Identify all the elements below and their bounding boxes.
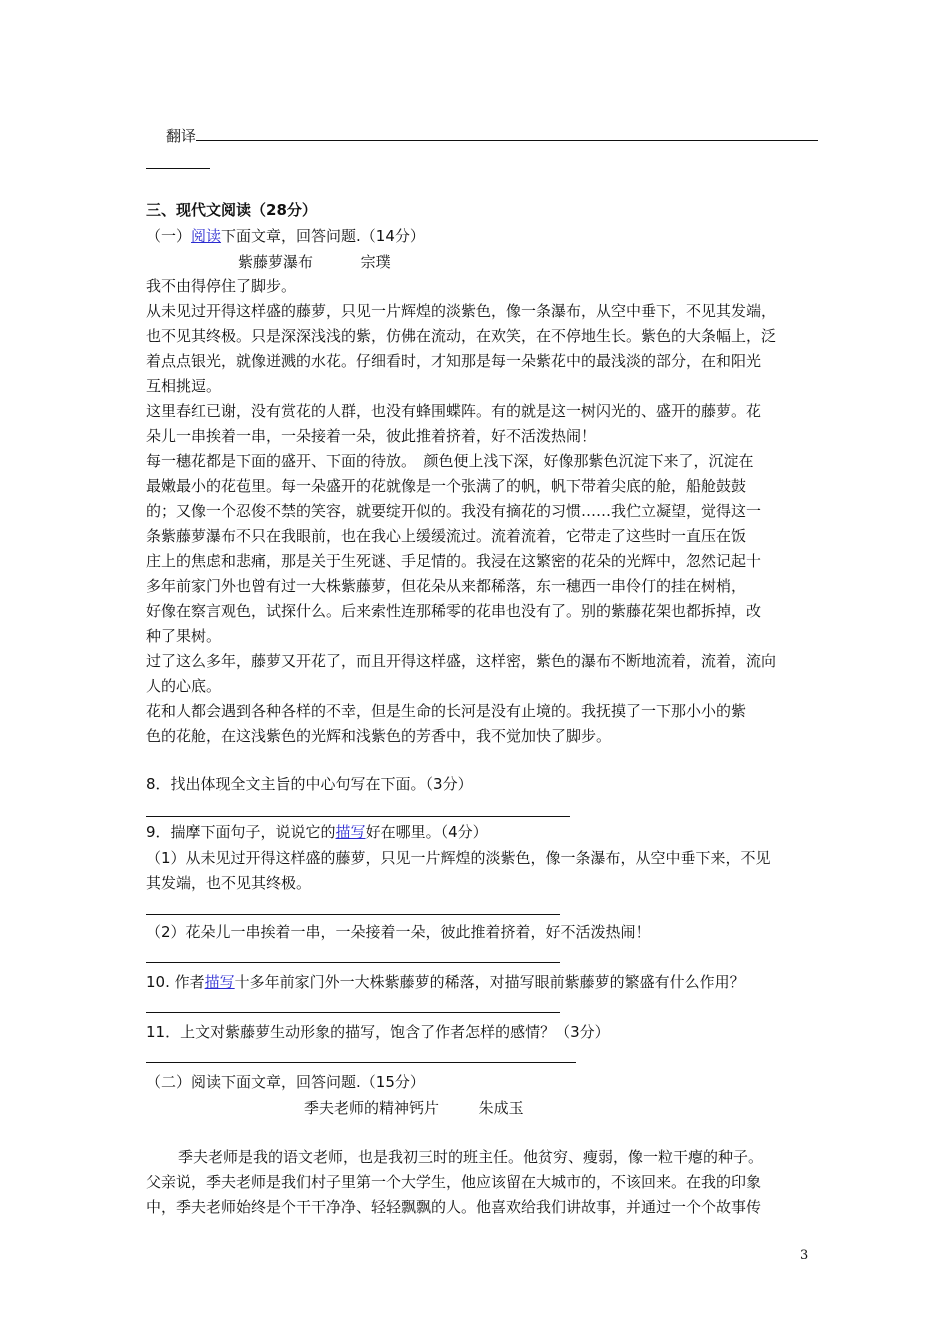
text-line: 父亲说，季夫老师是我们村子里第一个大学生，他应该留在大城市的，不该回来。在我的印象 (146, 1173, 762, 1191)
question-11: 11．上文对紫藤萝生动形象的描写，饱含了作者怎样的感情？（3分） (146, 1023, 610, 1041)
text-line: 每一穗花都是下面的盛开、下面的待放。 颜色便上浅下深，好像那紫色沉淀下来了，沉淀在 (146, 452, 754, 470)
text-line: 好像在察言观色，试探什么。后来索性连那稀零的花串也没有了。别的紫藤花架也都拆掉，改 (146, 602, 762, 620)
text-line: 中，季夫老师始终是个干干净净、轻轻飘飘的人。他喜欢给我们讲故事，并通过一个个故事传 (146, 1198, 762, 1216)
article2-heading (304, 1096, 524, 1121)
answer-blank[interactable] (146, 1048, 576, 1063)
text-line: 人的心底。 (146, 677, 222, 695)
q10-suffix: 十多年前家门外一大株紫藤萝的稀落，对描写眼前紫藤萝的繁盛有什么作用？ (234, 973, 745, 991)
answer-blank[interactable] (146, 802, 570, 817)
answer-blank[interactable] (146, 998, 560, 1013)
page-number: 3 (800, 1248, 809, 1263)
text-line: 庄上的焦虑和悲痛，那是关于生死谜、手足情的。我浸在这繁密的花朵的光辉中，忽然记起十 (146, 552, 762, 570)
q9-sentence-1b: 其发端，也不见其终极。 (146, 874, 312, 892)
text-line: 朵儿一串挨着一串，一朵接着一朵，彼此推着挤着，好不活泼热闹！ (146, 427, 597, 445)
text-line: 多年前家门外也曾有过一大株紫藤萝，但花朵从来都稀落，东一穗西一串伶仃的挂在树梢， (146, 577, 747, 595)
reading-link[interactable]: 阅读 (191, 227, 222, 245)
translate-line-cont (146, 152, 210, 177)
translate-prompt: 翻译 (166, 127, 197, 145)
description-link[interactable]: 描写 (335, 823, 366, 841)
question-10 (146, 970, 745, 995)
q9-prefix: 9．揣摩下面句子，说说它的 (146, 823, 336, 841)
section-title: 三、现代文阅读（28分） (146, 201, 317, 219)
part1-intro (146, 224, 425, 249)
q10-prefix: 10. 作者 (146, 973, 205, 991)
text-line: 花和人都会遇到各种各样的不幸，但是生命的长河是没有止境的。我抚摸了一下那小小的紫 (146, 702, 747, 720)
text-line: 过了这么多年，藤萝又开花了，而且开得这样盛，这样密，紫色的瀑布不断地流着，流着，流向 (146, 652, 777, 670)
answer-blank[interactable] (146, 900, 560, 915)
q9-answer-line-2 (146, 946, 560, 971)
article-author: 宗璞 (360, 253, 391, 271)
answer-blank[interactable] (146, 948, 560, 963)
text-line: 我不由得停住了脚步。 (146, 277, 297, 295)
text-line: 也不见其终极。只是深深浅浅的紫，仿佛在流动，在欢笑，在不停地生长。紫色的大条幅上，泛 (146, 327, 777, 345)
text-line: 季夫老师是我的语文老师，也是我初三时的班主任。他贫穷、瘦弱，像一粒干瘪的种子。 (178, 1148, 764, 1166)
text-line: 种了果树。 (146, 627, 222, 645)
q9-sentence-2: （2）花朵儿一串挨着一串，一朵接着一朵，彼此推着挤着，好不活泼热闹！ (146, 923, 651, 941)
text-line: 最嫩最小的花苞里。每一朵盛开的花就像是一个张满了的帆，帆下带着尖底的舱，船舱鼓鼓 (146, 477, 747, 495)
text-line: 从未见过开得这样盛的藤萝，只见一片辉煌的淡紫色，像一条瀑布，从空中垂下，不见其发端， (146, 302, 777, 320)
text-line: 的；又像一个忍俊不禁的笑容，就要绽开似的。我没有摘花的习惯……我伫立凝望，觉得这一 (146, 502, 762, 520)
q10-answer-line (146, 996, 560, 1021)
article2-title: 季夫老师的精神钙片 (304, 1099, 440, 1117)
description-link[interactable]: 描写 (204, 973, 235, 991)
part1-intro-suffix: 下面文章，回答问题.（14分） (221, 227, 425, 245)
text-line: 色的花舱，在这浅紫色的光辉和浅紫色的芳香中，我不觉加快了脚步。 (146, 727, 612, 745)
q11-answer-line (146, 1046, 576, 1071)
part1-intro-prefix: （一） (146, 227, 192, 245)
article2-author: 朱成玉 (478, 1099, 524, 1117)
translate-line (166, 124, 818, 149)
text-line: 互相挑逗。 (146, 377, 222, 395)
q9-suffix: 好在哪里。（4分） (365, 823, 488, 841)
answer-blank[interactable] (146, 154, 210, 169)
part2-intro: （二）阅读下面文章，回答问题.（15分） (146, 1073, 425, 1091)
question-9 (146, 820, 488, 845)
q9-sentence-1a: （1）从未见过开得这样盛的藤萝，只见一片辉煌的淡紫色，像一条瀑布，从空中垂下来，不见 (146, 849, 771, 867)
article-title: 紫藤萝瀑布 (238, 253, 314, 271)
answer-blank[interactable] (196, 126, 818, 141)
article-heading (238, 250, 391, 275)
text-line: 这里春红已谢，没有赏花的人群，也没有蜂围蝶阵。有的就是这一树闪光的、盛开的藤萝。花 (146, 402, 762, 420)
question-8: 8．找出体现全文主旨的中心句写在下面。（3分） (146, 775, 473, 793)
text-line: 着点点银光，就像迸溅的水花。仔细看时，才知那是每一朵紫花中的最浅淡的部分，在和阳光 (146, 352, 762, 370)
text-line: 条紫藤萝瀑布不只在我眼前，也在我心上缓缓流过。流着流着，它带走了这些时一直压在饭 (146, 527, 747, 545)
